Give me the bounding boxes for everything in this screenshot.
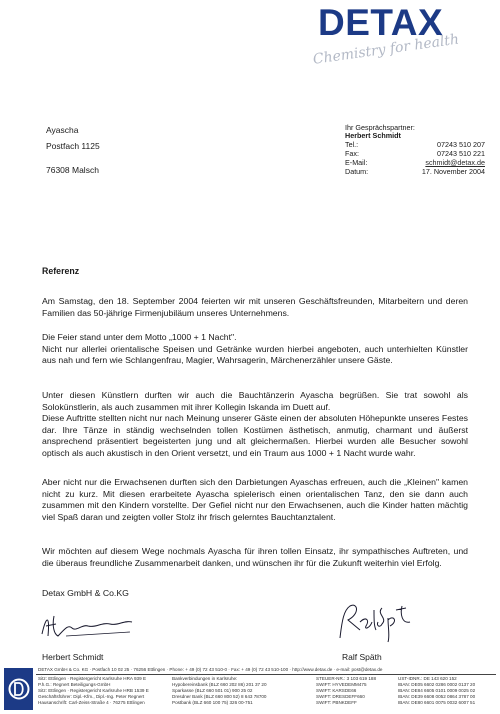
- recipient-city: 76308 Malsch: [46, 165, 99, 175]
- footer-company-line: DETAX GmbH & Co. KG · Postfach 10 02 25 · 76256 Ettlingen · Phone: + 49 (0) 72 43 510-0 · Fax: + 49 (0) 72 43 510-100 · http://www.detax.de · e-mail: post@detax.de: [38, 667, 383, 672]
- footer-iban-line: IBAN: DE39 6608 0052 0864 3787 00: [398, 694, 476, 699]
- paragraph-3: Unter diesen Künstlern durften wir auch die Bauchtänzerin Ayascha begrüßen. Sie trat sowohl als Solokünstlerin, als auch zusammen mit ihrer Kollegin Iskanda im Duett auf. Diese Auftritte stellten nicht nur nach Meinung unserer Gäste einen der absoluten Höhepunkte unseres Festes dar. Ihre Tänze in ständig wechselnden tollen Kostümen ästhetisch, anmutig, charmant und äußerst ansprechend präsentiert begeisterten jung und alt gleichermaßen. Hierbei wurden alle Besucher sowohl optisch als auch akustisch in den Orient versetzt, und ein Traum aus 1000 + 1 Nacht wurde wahr.: [42, 390, 468, 458]
- footer-iban-line: UST-IDNR.: DE 143 620 152: [398, 676, 457, 681]
- footer-bank-line: Dresdner Bank (BLZ 660 800 52) 8 643 78700: [172, 694, 267, 699]
- recipient-name: Ayascha: [46, 125, 79, 135]
- paragraph-4: Aber nicht nur die Erwachsenen durften sich den Darbietungen Ayaschas erfreuen, auch die „Kleinen" kamen nicht zu kurz. Mit diesen erarbeitete Ayascha spielerisch einen orientalischen Tanz, den sie dann auch zusammen mit den Kindern vorstellte. Der Gefiel nicht nur den Erwachsenen, auch die Kinder hatten mächtig viel Spaß daran und zeigten voller Stolz ihr frisch gelerntes Bauchtanztalent.: [42, 477, 468, 522]
- footer-swift-line: SWIFT: DRESDEFF660: [316, 694, 365, 699]
- signature-herbert-schmidt: [38, 610, 136, 646]
- footer-iban-line: IBAN: DE84 6605 0101 0009 0025 02: [398, 688, 476, 693]
- fax-label: Fax:: [345, 149, 359, 158]
- footer-bank-line: Postbank (BLZ 660 100 75) 326 00-751: [172, 700, 253, 705]
- footer-register-line: Sitz: Ettlingen · Registergericht Karlsruhe HRA 939 E: [38, 676, 147, 681]
- fax-value: 07243 510 221: [437, 149, 485, 158]
- footer-iban-column: [398, 676, 475, 706]
- contact-email-row: [345, 158, 485, 167]
- footer-bank-line: Bankverbindungen in Karlsruhe:: [172, 676, 238, 681]
- footer-divider: [36, 674, 496, 675]
- footer-bank-line: Sparkasse (BLZ 660 501 01) 900 25 02: [172, 688, 253, 693]
- contact-name: Herbert Schmidt: [345, 131, 401, 140]
- footer-swift-line: STEUER-NR.: 3 103 619 188: [316, 676, 377, 681]
- paragraph-2: Die Feier stand unter dem Motto „1000 + 1 Nacht". Nicht nur allerlei orientalische Speisen und Getränke wurden hierbei angeboten, auch unterhielten Künstler aus nah und fern wie Schlangenfrau, Magier, Wahrsagerin, Märchenerzähler unsere Gäste.: [42, 332, 468, 365]
- date-label: Datum:: [345, 167, 369, 176]
- footer-iban-line: IBAN: DE80 6601 0075 0032 6007 51: [398, 700, 476, 705]
- footer-register-column: [38, 676, 149, 706]
- footer-swift-column: [316, 676, 376, 706]
- company-logo: DETAX: [318, 2, 444, 43]
- footer-swift-line: SWIFT: HYVEDEMM475: [316, 682, 367, 687]
- footer-bank-line: Hypobereinsbank (BLZ 660 202 86) 201 37 20: [172, 682, 267, 687]
- footer-register-line: Hausanschrift: Carl-Zeiss-Straße 4 · 76275 Ettlingen: [38, 700, 145, 705]
- signature-ralf-spaeth: [330, 600, 418, 644]
- signer-right: Ralf Späth: [342, 652, 382, 662]
- footer-swift-line: SWIFT: KARSDE66: [316, 688, 357, 693]
- recipient-postbox: Postfach 1125: [46, 141, 100, 151]
- footer-bank-column: [172, 676, 267, 706]
- paragraph-1: Am Samstag, den 18. September 2004 feierten wir mit unseren Geschäftsfreunden, Mitarbeitern und deren Familien das 50-jährige Firmenjubiläum unseres Unternehmens.: [42, 296, 468, 318]
- email-link[interactable]: schmidt@detax.de: [425, 158, 485, 167]
- contact-date-row: [345, 167, 485, 176]
- paragraph-5: Wir möchten auf diesem Wege nochmals Ayascha für ihren tollen Einsatz, ihr sympathisches Auftreten, und die überaus freundliche Zusammenarbeit danken, und wünschen ihr für die Zukunft weiterhin viel Erfolg.: [42, 546, 468, 568]
- footer-register-line: Sitz: Ettlingen · Registergericht Karlsruhe HRB 1539 E: [38, 688, 149, 693]
- company-tagline: Chemistry for health: [312, 31, 460, 68]
- footer-iban-line: IBAN: DE05 6602 0286 0002 0137 20: [398, 682, 476, 687]
- footer-register-line: Geschäftsführer: Dipl.-Kfm., Dipl.-Ing. Peter Regnert: [38, 694, 145, 699]
- contact-tel-row: [345, 140, 485, 149]
- date-value: 17. November 2004: [421, 167, 485, 176]
- closing-company: Detax GmbH & Co.KG: [42, 588, 129, 598]
- tel-value: 07243 510 207: [437, 140, 485, 149]
- contact-fax-row: [345, 149, 485, 158]
- tel-label: Tel.:: [345, 140, 359, 149]
- footer-register-line: P.h.G.: Regnert Beteiligungs-GmbH: [38, 682, 111, 687]
- footer-swift-line: SWIFT: PBNKDEFF: [316, 700, 357, 705]
- signer-left: Herbert Schmidt: [42, 652, 104, 662]
- email-label: E-Mail:: [345, 158, 368, 167]
- contact-heading: Ihr Gesprächspartner:: [345, 123, 415, 132]
- letter-subject: Referenz: [42, 266, 80, 276]
- footer-logo-icon: [4, 668, 33, 710]
